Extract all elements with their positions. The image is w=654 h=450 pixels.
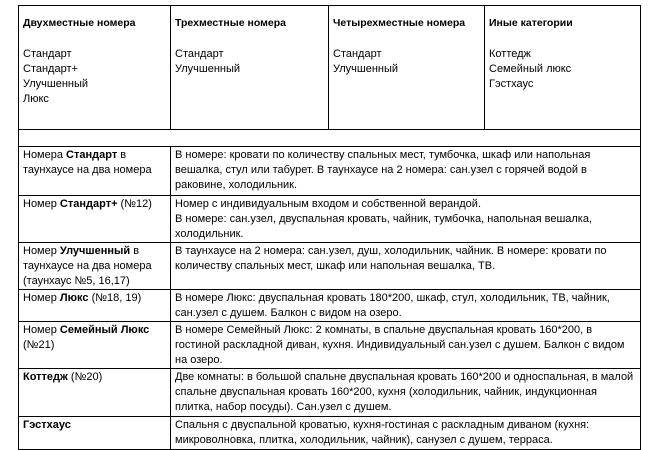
room-name-cell [19, 322, 171, 369]
category-title: Иные категории [489, 17, 573, 29]
category-header-row [19, 6, 641, 130]
room-name-cell [19, 147, 171, 196]
room-name: Гэстхаус [23, 419, 71, 431]
room-name-cell [19, 196, 171, 243]
room-name: Коттедж [23, 371, 68, 383]
room-name-cell [19, 243, 171, 290]
category-cell-double [19, 6, 171, 130]
category-cell-other [485, 6, 641, 130]
room-name: Стандарт [66, 149, 118, 161]
room-description: В таунхаусе на 2 номера: сан.узел, душ, холодильник, чайник. В номере: кровати по количеству спальных мест, шкаф или напольная вешалка, ТВ. [171, 243, 641, 290]
category-item: Коттедж [489, 48, 531, 60]
room-name-cell [19, 417, 171, 450]
category-title: Четырехместные номера [333, 17, 466, 29]
category-item: Стандарт+ [23, 63, 78, 75]
room-name-suffix: (№21) [23, 339, 55, 351]
category-cell-quad [329, 6, 485, 130]
room-row [19, 322, 641, 369]
room-name: Улучшенный [59, 245, 131, 257]
room-name-suffix: (№20) [67, 371, 103, 383]
room-description: В номере: кровати по количеству спальных мест, тумбочка, шкаф или напольная вешалка, стул или табурет. В таунхаусе на 2 номера: сан.узел с горячей водой в раковине, холодильник. [171, 147, 641, 196]
category-item: Гэстхаус [489, 78, 534, 90]
room-row [19, 369, 641, 417]
room-name-prefix: Номер [23, 245, 60, 257]
category-cell-triple [171, 6, 329, 130]
room-name-suffix: в таунхаусе на два номера [23, 149, 152, 176]
category-item: Улучшенный [175, 63, 241, 75]
spacer-cell [19, 130, 641, 147]
category-item: Стандарт [333, 48, 382, 60]
room-row [19, 243, 641, 290]
room-name: Стандарт+ [59, 198, 118, 210]
spacer-row [19, 130, 641, 147]
category-item: Улучшенный [333, 63, 399, 75]
category-title: Трехместные номера [175, 17, 286, 29]
room-name-suffix: (№12) [117, 198, 152, 210]
room-row [19, 290, 641, 322]
category-item: Улучшенный [23, 78, 89, 90]
room-name: Семейный Люкс [59, 324, 150, 336]
room-name-prefix: Номер [23, 198, 60, 210]
room-description: В номере Люкс: двуспальная кровать 180*200, шкаф, стул, холодильник, ТВ, чайник, сан.узел с душем. Балкон с видом на озеро. [171, 290, 641, 322]
room-name-suffix: (№18, 19) [88, 292, 142, 304]
room-name-prefix: Номер [23, 324, 60, 336]
room-name: Люкс [59, 292, 89, 304]
room-description: Номер с индивидуальным входом и собственной верандой. В номере: сан.узел, двуспальная кровать, чайник, тумбочка, напольная вешалка, холодильник. [171, 196, 641, 243]
room-row [19, 196, 641, 243]
room-description: В номере Семейный Люкс: 2 комнаты, в спальне двуспальная кровать 160*200, в гостиной раскладной диван, кухня. Индивидуальный сан.узел с душем. Балкон с видом на озеро. [171, 322, 641, 369]
room-name-prefix: Номер [23, 292, 60, 304]
category-title: Двухместные номера [23, 17, 136, 29]
category-item: Семейный люкс [489, 63, 572, 75]
room-row [19, 417, 641, 450]
room-name-suffix: в таунхаусе на два номера (таунхаус №5, 16,17) [23, 245, 152, 287]
room-description: Две комнаты: в большой спальне двуспальная кровать 160*200 и односпальная, в малой спальне двуспальная кровать 160*200, кухня (холодильник, чайник, индукционная плитка, набор посуды). Сан.узел с душем. [171, 369, 641, 417]
room-name-cell [19, 369, 171, 417]
room-name-prefix: Номера [23, 149, 67, 161]
room-table [18, 5, 641, 450]
room-row [19, 147, 641, 196]
category-item: Стандарт [175, 48, 224, 60]
room-name-cell [19, 290, 171, 322]
category-item: Стандарт [23, 48, 72, 60]
category-item: Люкс [23, 93, 49, 105]
room-description: Спальня с двуспальной кроватью, кухня-гостиная с раскладным диваном (кухня: микроволновка, плитка, холодильник, чайник), санузел с душем, терраса. [171, 417, 641, 450]
